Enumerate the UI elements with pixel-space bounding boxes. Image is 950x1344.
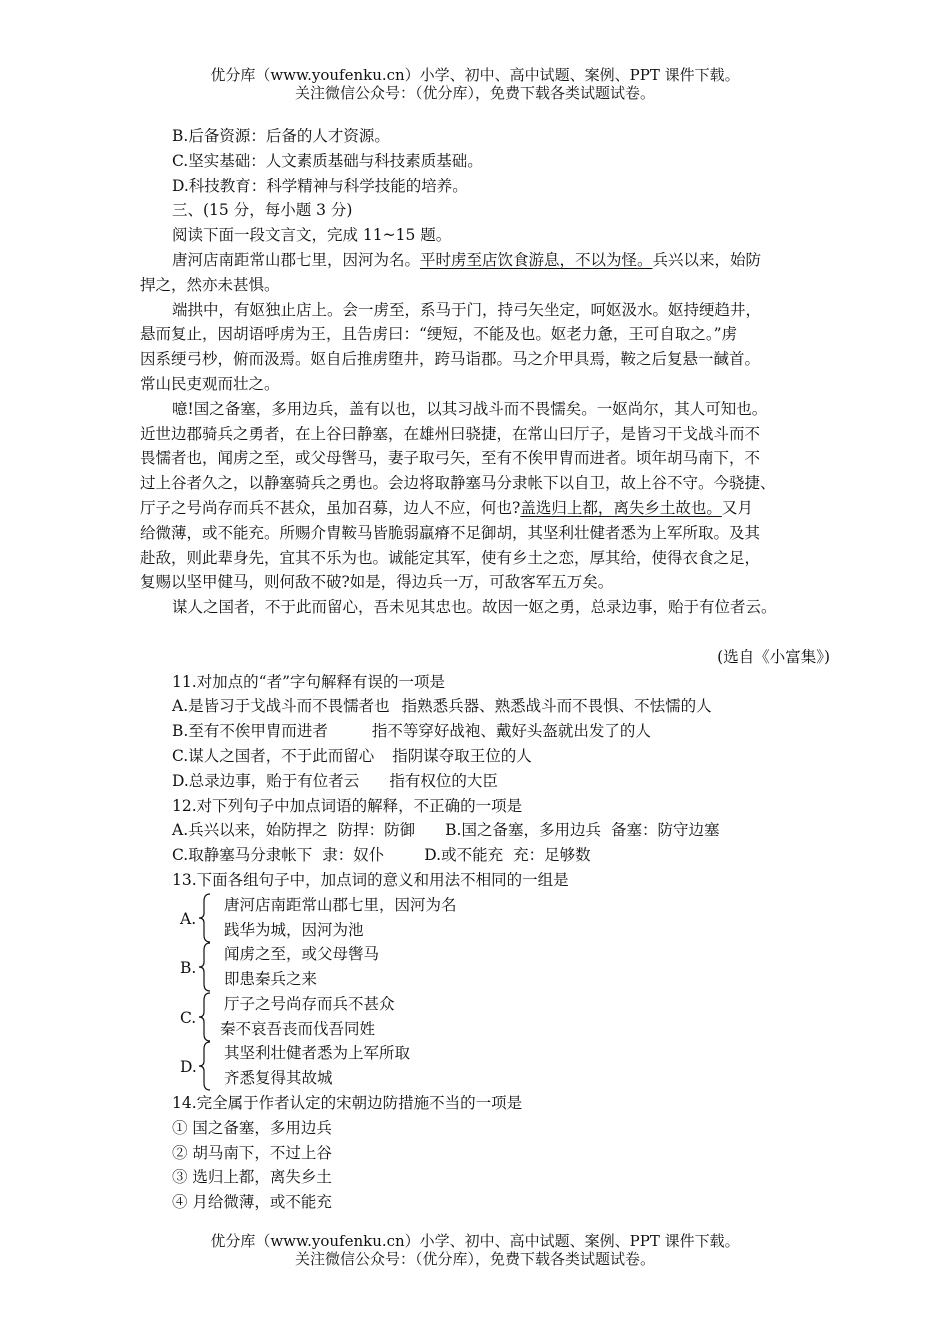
group-label: B. (180, 959, 197, 978)
passage-text: 唐河店南距常山郡七里，因河为名。 (172, 250, 421, 269)
passage-text: 又月 (721, 498, 753, 517)
option-sentence: C.谋人之国者，不于此而留心 (172, 746, 375, 765)
option-explanation: 指不等穿好战袍、戴好头盔就出发了的人 (371, 722, 651, 741)
footer-line-1: 优分库（www.youfenku.cn）小学、初中、高中试题、案例、PPT 课件下载。 (210, 1232, 740, 1250)
prev-option-b: B.后备资源：后备的人才资源。 (172, 127, 390, 145)
passage-p3-line: 畏懦者也，闻虏之至，或父母辔马，妻子取弓矢，至有不俟甲胄而进者。顷年胡马南下，不 (140, 449, 761, 468)
passage-p3-line: 过上谷者久之，以静塞骑兵之勇也。会边将取静塞马分隶帐下以自卫，故上谷不守。今骁捷、 (140, 474, 776, 493)
group-line-2: 齐悉复得其故城 (224, 1069, 333, 1088)
q12-stem: 12.对下列句子中加点词语的解释，不正确的一项是 (172, 796, 523, 815)
passage-text: 厅子之号尚存而兵不甚众，虽加召募，边人不应，何也? (140, 498, 521, 517)
option-sentence: A.是皆习于戈战斗而不畏懦者也 (172, 697, 390, 716)
brace-icon (198, 942, 212, 992)
q14-item-1: ① 国之备塞，多用边兵 (172, 1118, 332, 1137)
passage-p2-line: 悬而复止，因胡语呼虏为王，且告虏曰：“绠短，不能及也。妪老力惫，王可自取之。”虏 (140, 325, 738, 344)
passage-p3-line: 复赐以坚甲健马，则何敌不破?如是，得边兵一万，可敌客军五万矣。 (140, 573, 614, 592)
brace-icon (198, 893, 212, 943)
q13-stem: 13.下面各组句子中，加点词的意义和用法不相同的一组是 (172, 870, 569, 889)
option-sentence: A.兵兴以来，始防捍之 (172, 821, 328, 840)
option-sentence: D.或不能充 (424, 846, 504, 865)
passage-p2-line: 因系绠弓杪，俯而汲焉。妪自后推虏堕井，跨马诣郡。马之介甲具焉，鞍之后复悬一馘首。 (140, 350, 761, 369)
option-explanation: 指阴谋夺取王位的人 (392, 746, 532, 765)
option-sentence: C.取静塞马分隶帐下 (172, 846, 313, 865)
q14-stem: 14.完全属于作者认定的宋朝边防措施不当的一项是 (172, 1094, 523, 1113)
q13-group-d (140, 1041, 830, 1091)
q11-option-c (140, 744, 830, 769)
passage-p1-line2: 捍之，然亦未甚惧。 (140, 275, 280, 294)
group-line-1: 厅子之号尚存而兵不甚众 (224, 994, 395, 1013)
passage-text: 兵兴以来，始防 (652, 250, 762, 269)
page-footer (0, 1232, 950, 1268)
blank-line (140, 620, 830, 645)
option-explanation: 防捍：防御 (337, 821, 416, 840)
q13-group-c (140, 992, 830, 1042)
passage-p4: 谋人之国者，不于此而留心，吾未见其忠也。故因一妪之勇，总录边事，贻于有位者云。 (172, 598, 777, 617)
section-title: 三、(15 分，每小题 3 分) (172, 201, 353, 220)
group-label: C. (180, 1008, 197, 1027)
passage-p3-line: 给微薄，或不能充。所赐介胄鞍马皆脆弱羸瘠不足御胡，其坚利壮健者悉为上军所取。及其 (140, 523, 761, 542)
q12-row-2 (140, 843, 830, 868)
passage-p2-line: 端拱中，有妪独止店上。会一虏至，系马于门，持弓矢坐定，呵妪汲水。妪持绠趋井， (172, 300, 762, 319)
passage-p3-line: 赴敌，则此辈身先，宜其不乐为也。诚能定其军，使有乡土之恋，厚其给，使得衣食之足， (140, 548, 761, 567)
header-line-2: 关注微信公众号：（优分库），免费下载各类试题试卷。 (294, 84, 655, 102)
underlined-sentence: 平时虏至店饮食游息，不以为怪。 (420, 250, 653, 269)
brace-icon (198, 1041, 212, 1091)
section-instruction: 阅读下面一段文言文，完成 11~15 题。 (172, 226, 452, 245)
group-label: D. (180, 1058, 197, 1077)
group-label: A. (180, 909, 197, 928)
footer-line-2: 关注微信公众号：（优分库），免费下载各类试题试卷。 (294, 1250, 655, 1268)
passage-p1-line1 (140, 248, 830, 273)
q11-stem: 11.对加点的“者”字句解释有误的一项是 (172, 672, 445, 691)
option-explanation: 隶：奴仆 (322, 846, 385, 865)
option-explanation: 指熟悉兵器、熟悉战斗而不畏惧、不怯懦的人 (401, 697, 712, 716)
q14-item-4: ④ 月给微薄，或不能充 (172, 1193, 332, 1212)
group-line-2: 秦不哀吾丧而伐吾同姓 (220, 1019, 376, 1038)
group-line-1: 唐河店南距常山郡七里，因河为名 (224, 895, 457, 914)
prev-option-c: C.坚实基础：人文素质基础与科技素质基础。 (172, 151, 483, 170)
q13-group-b (140, 942, 830, 992)
prev-option-d: D.科技教育：科学精神与科学技能的培养。 (172, 176, 468, 195)
q14-item-3: ③ 选归上都，离失乡土 (172, 1168, 332, 1187)
header-line-1: 优分库（www.youfenku.cn）小学、初中、高中试题、案例、PPT 课件下载。 (210, 66, 740, 84)
passage-p2-line: 常山民吏观而壮之。 (140, 374, 280, 393)
passage-p3-line (140, 496, 830, 521)
option-sentence: D.总录边事，贻于有位者云 (172, 771, 360, 790)
q12-row-1 (140, 818, 830, 843)
group-line-2: 即患秦兵之来 (224, 970, 318, 989)
option-explanation: 备塞：防守边塞 (610, 821, 720, 840)
q13-group-a (140, 893, 830, 943)
q11-option-b (140, 719, 830, 744)
underlined-sentence: 盖选归上都，离失乡土故也。 (520, 498, 722, 517)
page-content (140, 124, 830, 1215)
option-explanation: 充：足够数 (513, 846, 591, 865)
option-explanation: 指有权位的大臣 (389, 771, 498, 790)
q14-item-2: ② 胡马南下，不过上谷 (172, 1143, 332, 1162)
option-sentence: B.至有不俟甲胄而进者 (172, 722, 328, 741)
group-line-1: 其坚利壮健者悉为上军所取 (224, 1044, 411, 1063)
group-line-1: 闻虏之至，或父母辔马 (224, 945, 380, 964)
q11-option-d (140, 769, 830, 794)
option-sentence: B.国之备塞，多用边兵 (445, 821, 601, 840)
q11-option-a (140, 694, 830, 719)
passage-source: (选自《小富集》) (717, 647, 830, 666)
passage-p3-line: 近世边郡骑兵之勇者，在上谷曰静塞，在雄州曰骁捷，在常山曰厅子，是皆习干戈战斗而不 (140, 424, 761, 443)
page-header (0, 66, 950, 102)
brace-icon (198, 992, 212, 1042)
passage-p3-line: 噫!国之备塞，多用边兵，盖有以也，以其习战斗而不畏懦矣。一妪尚尔，其人可知也。 (172, 399, 768, 418)
group-line-2: 践华为城，因河为池 (224, 920, 364, 939)
